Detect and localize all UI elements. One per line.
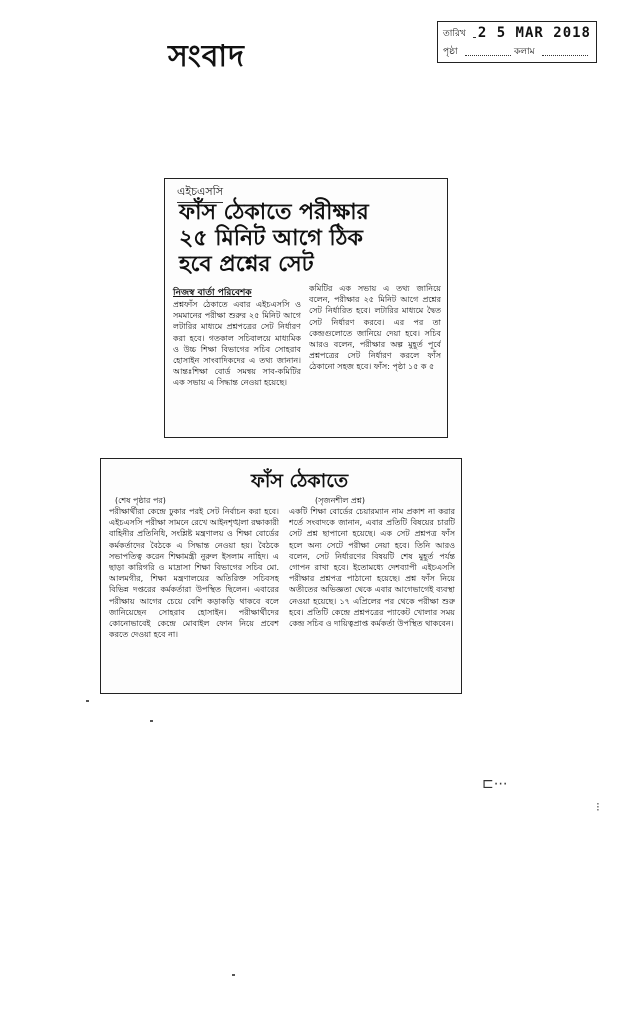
stamp-dotted-line [473, 29, 475, 38]
date-stamp [437, 21, 597, 63]
newspaper-masthead: সংবাদ [168, 39, 245, 74]
headline-line: ফাঁস ঠেকাতে পরীক্ষার [179, 199, 369, 225]
headline-line: ২৫ মিনিট আগে ঠিক [179, 225, 363, 251]
scan-mark: ⊏⋯ [482, 776, 508, 792]
news-clipping-continuation [100, 458, 462, 694]
continuation-headline: ফাঁস ঠেকাতে [251, 470, 349, 492]
stamp-dotted-line [465, 47, 511, 56]
article-column-right: একটি শিক্ষা বোর্ডের চেয়ারম্যান নাম প্রকাশ না করার শর্তে সংবাদকে জানান, এবার প্রতিটি বিষয়ের চারটি সেট প্রশ্ন ছাপানো হয়েছে। এক সেট প্রশ্নপত্র ফাঁস হলে অন্য সেটে পরীক্ষা নেয়া হবে। তিনি আরও বলেন, সেট নির্ধারণের বিষয়টি শেষ মুহূর্ত পর্যন্ত গোপন রাখা হবে। ইতোমধ্যে দেশব্যাপী এইচএসসি পরীক্ষার প্রশ্নপত্র পাঠানো হয়েছে। প্রশ্ন ফাঁস নিয়ে অতীতের অভিজ্ঞতা থেকে এবার আগেভাগেই ব্যবস্থা নেওয়া হয়েছে। ১৭ এপ্রিলের পর থেকে পরীক্ষা শুরু হবে। প্রতিটি কেন্দ্রে প্রশ্নপত্রের প্যাকেট খোলার সময় কেন্দ্র সচিব ও দায়িত্বপ্রাপ্ত কর্মকর্তা উপস্থিত থাকবেন। [289, 507, 455, 629]
stamp-date: 2 5 MAR 2018 [477, 25, 591, 41]
clipping-kicker: এইচএসসি [177, 183, 223, 203]
stamp-dotted-line [542, 47, 588, 56]
stamp-column-label: কলাম [513, 46, 535, 57]
stamp-date-label: তারিখ [443, 28, 466, 39]
column-subhead: (সৃজনশীল প্রশ্ন) [315, 496, 365, 505]
clipping-headline [179, 199, 439, 277]
article-column-left: পরীক্ষার্থীরা কেন্দ্রে ঢুকার পরই সেট নির্বাচন করা হবে। এইচএসসি পরীক্ষা সামনে রেখে আইনশৃঙ্খলা রক্ষাকারী বাহিনীর প্রতিনিধি, সংশ্লিষ্ট মন্ত্রণালয় ও শিক্ষা বোর্ডের কর্মকর্তাদের বৈঠকে এ সিদ্ধান্ত নেওয়া হয়। বৈঠকে সভাপতিত্ব করেন শিক্ষামন্ত্রী নুরুল ইসলাম নাহিদ। এ ছাড়া কারিগরি ও মাদ্রাসা শিক্ষা বিভাগের সচিব মো. আলমগীর, শিক্ষা মন্ত্রণালয়ের অতিরিক্ত সচিবসহ বিভিন্ন দপ্তরের কর্মকর্তারা উপস্থিত ছিলেন। এবারের পরীক্ষায় আগের চেয়ে বেশি কড়াকড়ি থাকবে বলে জানিয়েছেন সোহরাব হোসাইন। পরীক্ষার্থীদের কোনোভাবেই কেন্দ্রে মোবাইল ফোন নিয়ে প্রবেশ করতে দেওয়া হবে না। [109, 507, 279, 640]
headline-line: হবে প্রশ্নের সেট [179, 251, 314, 277]
scan-speck [86, 700, 89, 702]
continued-from-label: (শেষ পৃষ্ঠার পর) [115, 496, 166, 505]
stamp-page-row [443, 42, 591, 60]
clipping-byline: নিজস্ব বার্তা পরিবেশক [173, 288, 252, 298]
scan-speck [232, 974, 235, 976]
scan-speck [150, 720, 153, 722]
stamp-date-row [443, 24, 591, 42]
stamp-page-label: পৃষ্ঠা [443, 46, 458, 57]
article-column-left: প্রশ্নফাঁস ঠেকাতে এবার এইচএসসি ও সমমানের পরীক্ষা শুরুর ২৫ মিনিট আগে লটারির মাধ্যমে প্রশ্নপত্রের সেট নির্ধারণ করা হবে। গতকাল সচিবালয়ে মাধ্যমিক ও উচ্চ শিক্ষা বিভাগের সচিব সোহরাব হোসাইন সাংবাদিকদের এ তথ্য জানান। আন্তঃশিক্ষা বোর্ড সমন্বয় সাব-কমিটির এক সভায় এ সিদ্ধান্ত নেওয়া হয়েছে। [173, 300, 301, 388]
article-column-right: কমিটির এক সভায় এ তথ্য জানিয়ে বলেন, পরীক্ষার ২৫ মিনিট আগে প্রশ্নের সেট নির্ধারিত হবে। লটারির মাধ্যমে দ্বৈত সেট নির্ধারণ করবে। এর পর তা কেন্দ্রগুলোতে জানিয়ে দেয়া হবে। সচিব আরও বলেন, পরীক্ষার অল্প মুহূর্ত পূর্বে প্রশ্নপত্রের সেট নির্ধারণ করলে ফাঁস ঠেকানো সহজ হবে। ফাঁস: পৃষ্ঠা ১৫ ক ৫ [309, 284, 441, 372]
news-clipping-front [164, 178, 448, 438]
scan-speck: ⁝ [596, 800, 600, 814]
